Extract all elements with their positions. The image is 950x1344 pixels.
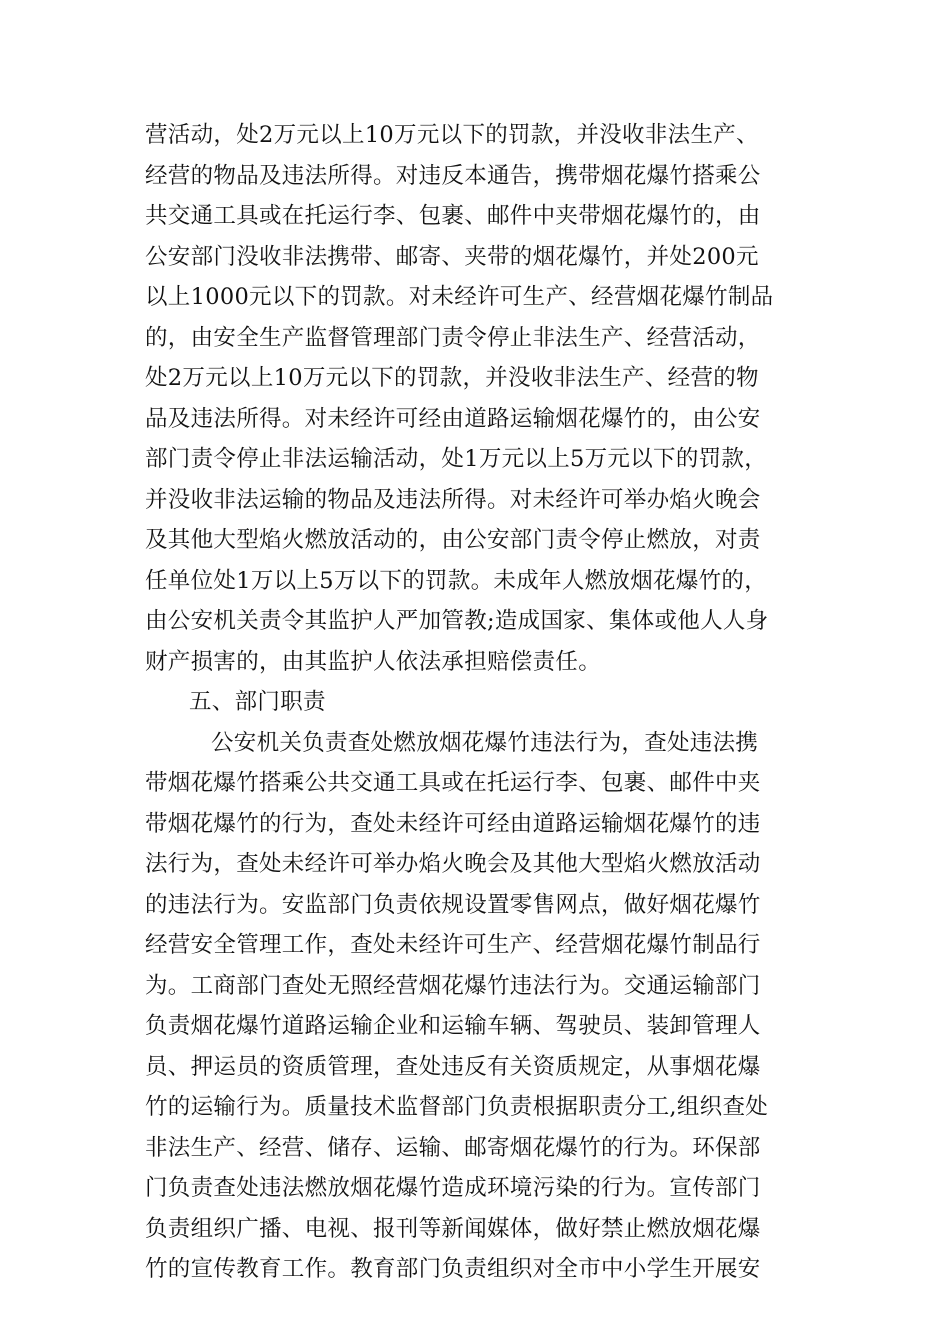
paragraph-line: 法行为，查处未经许可举办焰火晚会及其他大型焰火燃放活动 bbox=[145, 851, 761, 877]
paragraph-line: 由公安机关责令其监护人严加管教;造成国家、集体或他人人身 bbox=[145, 608, 769, 634]
section-heading: 五、部门职责 bbox=[189, 689, 326, 715]
paragraph-line: 公安机关负责查处燃放烟花爆竹违法行为，查处违法携 bbox=[211, 729, 759, 756]
paragraph-line: 经营安全管理工作，查处未经许可生产、经营烟花爆竹制品行 bbox=[145, 932, 761, 958]
paragraph-line: 带烟花爆竹的行为，查处未经许可经由道路运输烟花爆竹的违 bbox=[145, 810, 761, 837]
paragraph-line: 带烟花爆竹搭乘公共交通工具或在托运行李、包裹、邮件中夹 bbox=[145, 770, 761, 796]
paragraph-line: 公安部门没收非法携带、邮寄、夹带的烟花爆竹，并处200元 bbox=[145, 243, 759, 270]
paragraph-line: 为。工商部门查处无照经营烟花爆竹违法行为。交通运输部门 bbox=[145, 972, 761, 999]
paragraph-line: 的违法行为。安监部门负责依规设置零售网点，做好烟花爆竹 bbox=[145, 891, 761, 918]
paragraph-line: 竹的宣传教育工作。教育部门负责组织对全市中小学生开展安 bbox=[145, 1256, 761, 1282]
paragraph-line: 共交通工具或在托运行李、包裹、邮件中夹带烟花爆竹的，由 bbox=[145, 203, 761, 229]
paragraph-line: 品及违法所得。对未经许可经由道路运输烟花爆竹的，由公安 bbox=[145, 405, 761, 432]
paragraph-line: 负责组织广播、电视、报刊等新闻媒体，做好禁止燃放烟花爆 bbox=[145, 1215, 761, 1242]
paragraph-line: 非法生产、经营、储存、运输、邮寄烟花爆竹的行为。环保部 bbox=[145, 1134, 761, 1161]
paragraph-line: 部门责令停止非法运输活动，处1万元以上5万元以下的罚款， bbox=[145, 446, 768, 472]
paragraph-line: 任单位处1万以上5万以下的罚款。未成年人燃放烟花爆竹的， bbox=[145, 567, 768, 594]
paragraph-line: 营活动，处2万元以上10万元以下的罚款，并没收非法生产、 bbox=[145, 122, 759, 148]
paragraph-line: 负责烟花爆竹道路运输企业和运输车辆、驾驶员、装卸管理人 bbox=[145, 1013, 761, 1039]
paragraph-line: 以上1000元以下的罚款。对未经许可生产、经营烟花爆竹制品 bbox=[145, 284, 774, 310]
paragraph-line: 门负责查处违法燃放烟花爆竹造成环境污染的行为。宣传部门 bbox=[145, 1175, 761, 1201]
paragraph-line: 处2万元以上10万元以下的罚款，并没收非法生产、经营的物 bbox=[145, 365, 759, 391]
paragraph-line: 的，由安全生产监督管理部门责令停止非法生产、经营活动， bbox=[145, 324, 761, 351]
paragraph-line: 竹的运输行为。质量技术监督部门负责根据职责分工,组织查处 bbox=[145, 1094, 769, 1120]
paragraph-line: 员、押运员的资质管理，查处违反有关资质规定，从事烟花爆 bbox=[145, 1053, 761, 1080]
paragraph-line: 经营的物品及违法所得。对违反本通告，携带烟花爆竹搭乘公 bbox=[145, 162, 761, 189]
paragraph-line: 财产损害的，由其监护人依法承担赔偿责任。 bbox=[145, 648, 602, 675]
document-body bbox=[145, 115, 815, 1290]
paragraph-line: 并没收非法运输的物品及违法所得。对未经许可举办焰火晚会 bbox=[145, 486, 761, 513]
paragraph-line: 及其他大型焰火燃放活动的，由公安部门责令停止燃放，对责 bbox=[145, 527, 761, 553]
